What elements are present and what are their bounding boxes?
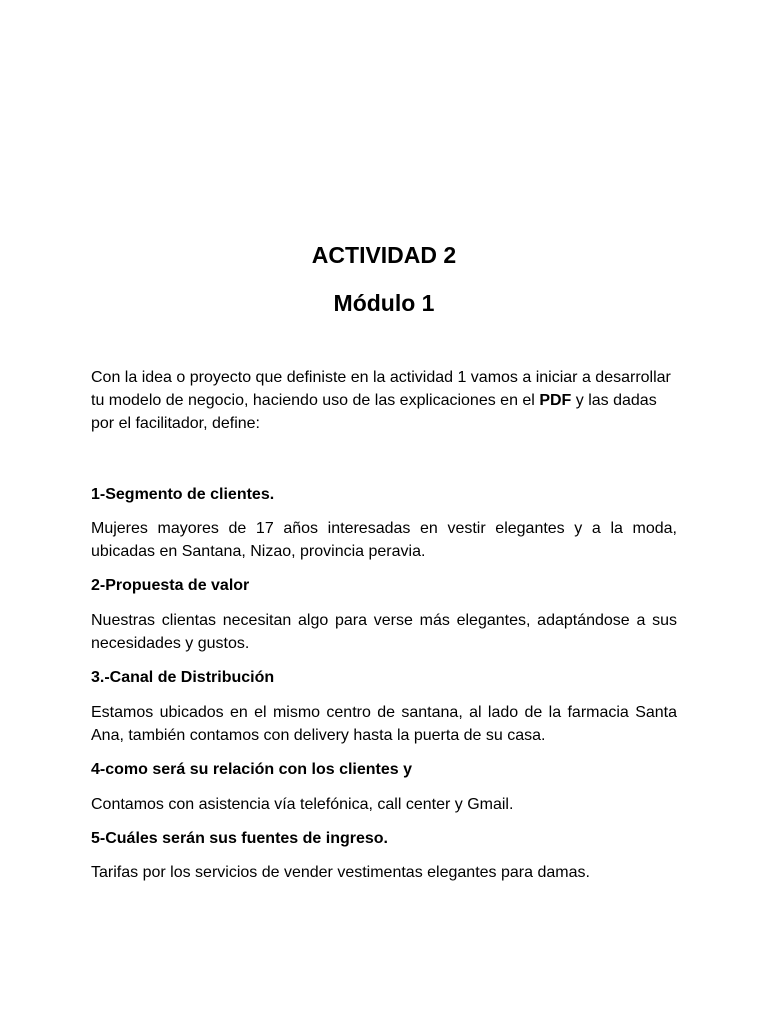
section-heading-segmento: 1-Segmento de clientes. — [91, 486, 275, 503]
document-title: ACTIVIDAD 2 — [311, 242, 457, 268]
intro-text-part2: y las dadas por el facilitador, define: — [91, 392, 657, 432]
section-heading-propuesta: 2-Propuesta de valor — [91, 577, 250, 594]
section-text-canal: Estamos ubicados en el mismo centro de santana, al lado de la farmacia Santa Ana, también contamos con delivery hasta la puerta de su casa. — [91, 704, 677, 744]
section-heading-ingresos: 5-Cuáles serán sus fuentes de ingreso. — [91, 830, 388, 847]
section-text-relacion: Contamos con asistencia vía telefónica, call center y Gmail. — [91, 796, 514, 813]
section-text-segmento: Mujeres mayores de 17 años interesadas en vestir elegantes y a la moda, ubicadas en Santana, Nizao, provincia peravia. — [91, 520, 677, 560]
document-subtitle: Módulo 1 — [333, 290, 435, 316]
intro-bold-word: PDF — [539, 392, 572, 409]
section-heading-canal: 3.-Canal de Distribución — [91, 669, 275, 686]
section-text-ingresos: Tarifas por los servicios de vender vestimentas elegantes para damas. — [91, 864, 590, 881]
intro-paragraph — [91, 366, 677, 435]
section-heading-relacion: 4-como será su relación con los clientes y — [91, 761, 413, 778]
section-text-propuesta: Nuestras clientas necesitan algo para verse más elegantes, adaptándose a sus necesidades y gustos. — [91, 612, 677, 652]
intro-text-part1: Con la idea o proyecto que definiste en la actividad 1 vamos a iniciar a desarrollar tu modelo de negocio, haciendo uso de las explicaciones en el — [91, 369, 671, 409]
